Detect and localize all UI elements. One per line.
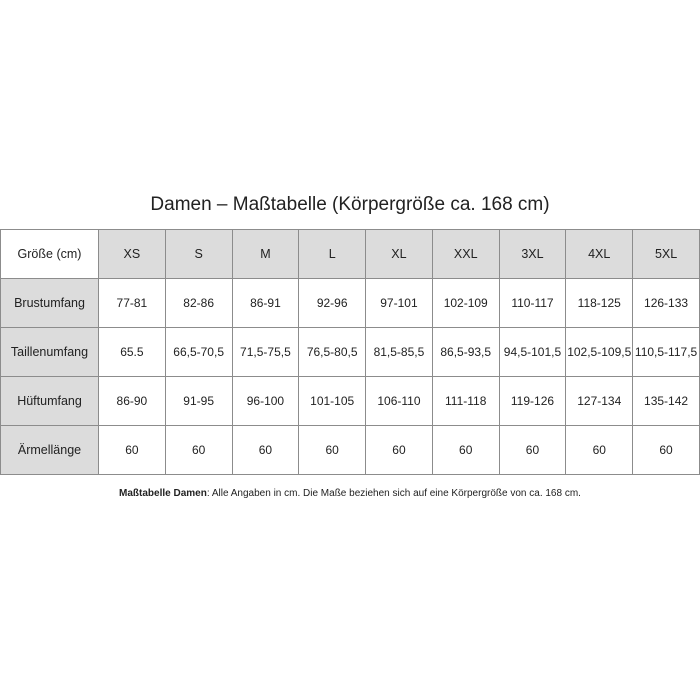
table-cell: 60	[633, 426, 700, 475]
table-cell: 110-117	[499, 279, 566, 328]
caption-text: : Alle Angaben in cm. Die Maße beziehen sich auf eine Körpergröße von ca. 168 cm.	[206, 488, 581, 499]
table-cell: 77-81	[99, 279, 166, 328]
table-row-brustumfang	[1, 279, 700, 328]
table-cell: 65.5	[99, 328, 166, 377]
row-label: Taillenumfang	[1, 328, 99, 377]
size-table	[0, 229, 700, 475]
table-cell: 60	[499, 426, 566, 475]
table-cell: 60	[432, 426, 499, 475]
table-cell: 126-133	[633, 279, 700, 328]
table-cell: 102,5-109,5	[566, 328, 633, 377]
table-cell: 127-134	[566, 377, 633, 426]
caption-title: Maßtabelle Damen	[119, 488, 207, 499]
table-cell: 106-110	[366, 377, 433, 426]
table-cell: 97-101	[366, 279, 433, 328]
size-column-header: M	[232, 230, 299, 279]
table-cell: 91-95	[165, 377, 232, 426]
table-cell: 60	[366, 426, 433, 475]
size-column-header: 5XL	[633, 230, 700, 279]
table-cell: 101-105	[299, 377, 366, 426]
size-column-header: L	[299, 230, 366, 279]
table-row-taillenumfang	[1, 328, 700, 377]
table-cell: 118-125	[566, 279, 633, 328]
table-cell: 60	[232, 426, 299, 475]
table-cell: 92-96	[299, 279, 366, 328]
row-label: Ärmellänge	[1, 426, 99, 475]
table-cell: 76,5-80,5	[299, 328, 366, 377]
table-row-hueftumfang	[1, 377, 700, 426]
size-column-header: S	[165, 230, 232, 279]
table-row-aermellaenge	[1, 426, 700, 475]
table-cell: 86-90	[99, 377, 166, 426]
size-column-header: XS	[99, 230, 166, 279]
size-column-header: XL	[366, 230, 433, 279]
size-column-header: 3XL	[499, 230, 566, 279]
size-column-header: XXL	[432, 230, 499, 279]
size-column-header: 4XL	[566, 230, 633, 279]
table-cell: 86,5-93,5	[432, 328, 499, 377]
size-header-cell: Größe (cm)	[1, 230, 99, 279]
row-label: Brustumfang	[1, 279, 99, 328]
table-cell: 94,5-101,5	[499, 328, 566, 377]
table-cell: 60	[566, 426, 633, 475]
table-cell: 110,5-117,5	[633, 328, 700, 377]
table-cell: 102-109	[432, 279, 499, 328]
table-cell: 135-142	[633, 377, 700, 426]
table-cell: 81,5-85,5	[366, 328, 433, 377]
table-cell: 60	[299, 426, 366, 475]
table-cell: 60	[99, 426, 166, 475]
table-header-row	[1, 230, 700, 279]
table-cell: 82-86	[165, 279, 232, 328]
table-cell: 96-100	[232, 377, 299, 426]
page-title: Damen – Maßtabelle (Körpergröße ca. 168 cm)	[150, 194, 550, 215]
table-cell: 86-91	[232, 279, 299, 328]
table-cell: 71,5-75,5	[232, 328, 299, 377]
table-cell: 119-126	[499, 377, 566, 426]
table-cell: 111-118	[432, 377, 499, 426]
table-cell: 66,5-70,5	[165, 328, 232, 377]
table-cell: 60	[165, 426, 232, 475]
row-label: Hüftumfang	[1, 377, 99, 426]
table-caption	[0, 488, 700, 499]
